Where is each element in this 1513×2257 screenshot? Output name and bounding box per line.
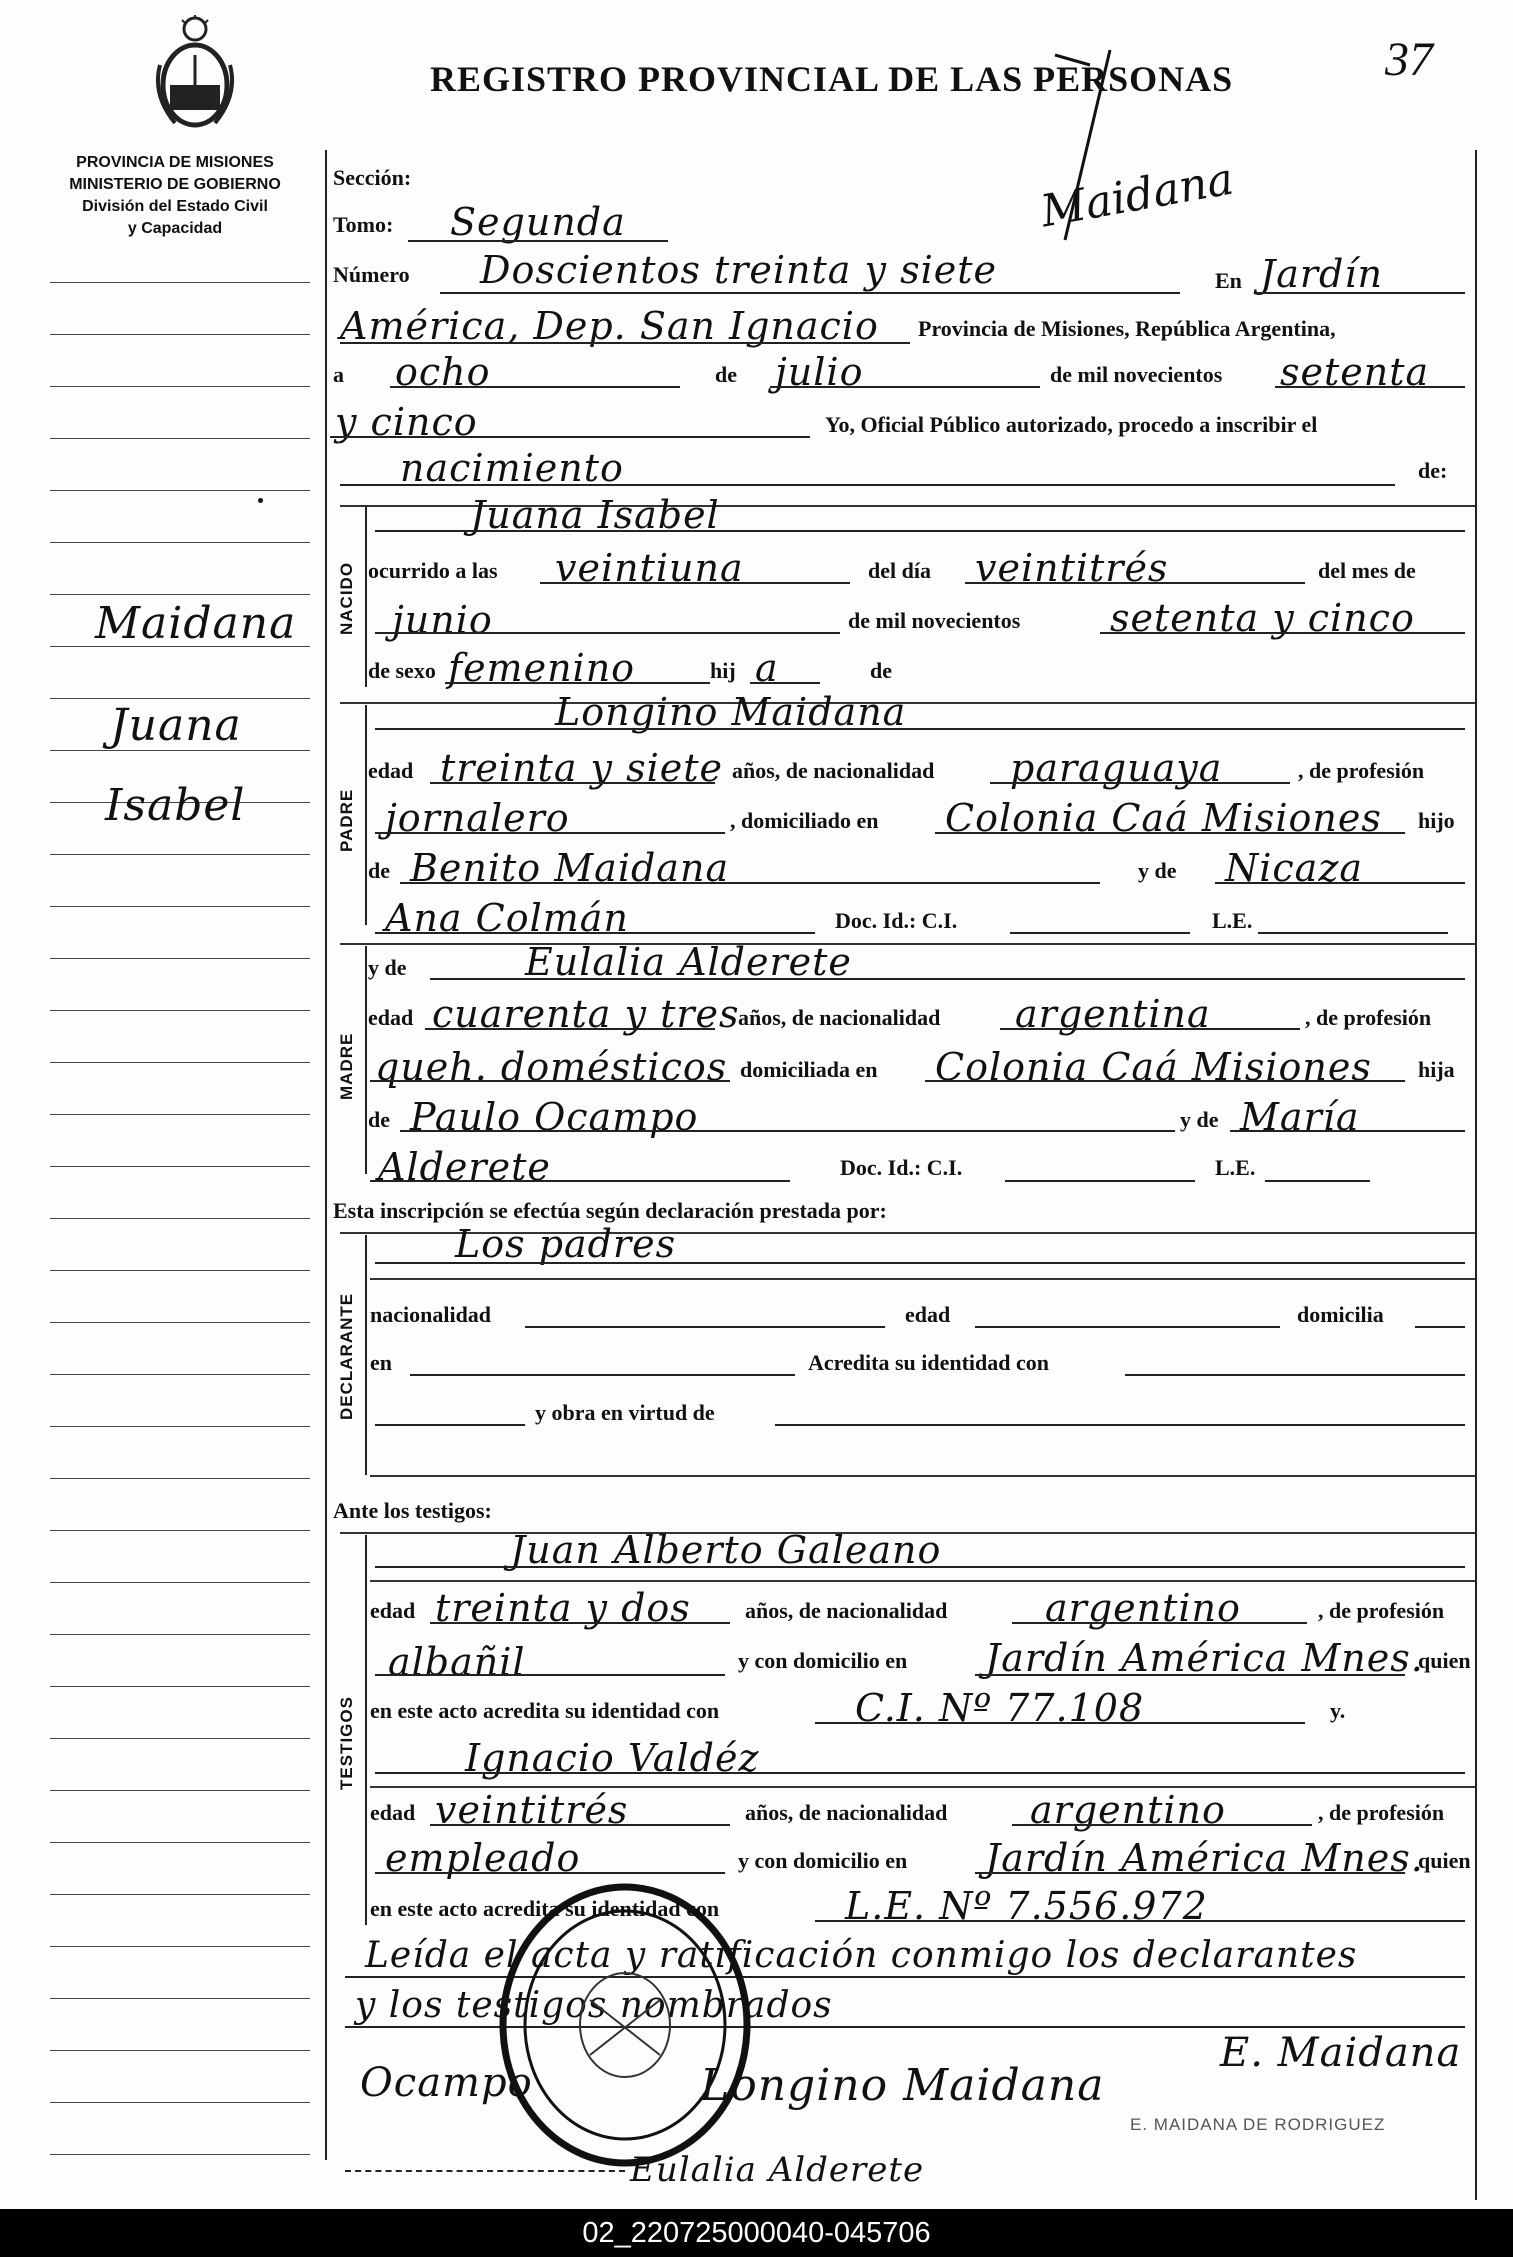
t2-edad-label: edad xyxy=(370,1800,416,1825)
padre-de-label: de xyxy=(368,858,390,883)
testigos-intro: Ante los testigos: xyxy=(333,1498,492,1523)
hij-suffix: a xyxy=(755,646,779,690)
provincia-text: Provincia de Misiones, República Argentina, xyxy=(918,316,1336,341)
stamp-text: E. MAIDANA DE RODRIGUEZ xyxy=(1130,2115,1386,2134)
nacido-nombre: Juana Isabel xyxy=(470,493,720,537)
form-right-border xyxy=(1475,150,1477,2200)
page-number: 37 xyxy=(1385,33,1433,86)
madre-madre-de-2: Alderete xyxy=(378,1145,551,1189)
t2-doc: L.E. Nº 7.556.972 xyxy=(845,1884,1208,1928)
issuer-ministry: MINISTERIO DE GOBIERNO xyxy=(69,176,281,193)
dot-mark xyxy=(258,498,263,503)
anio-1: setenta xyxy=(1280,350,1430,394)
madre-nombre: Eulalia Alderete xyxy=(525,940,852,984)
t1-profesion: albañil xyxy=(388,1640,526,1684)
t2-edad: veintitrés xyxy=(435,1788,629,1832)
testigos-section-label: TESTIGOS xyxy=(337,1696,356,1790)
t2-dom-label: y con domicilio en xyxy=(738,1848,908,1873)
sexo-value: femenino xyxy=(448,646,636,690)
t1-domicilio: Jardín América Mnes. xyxy=(985,1636,1424,1680)
mes-value: julio xyxy=(775,350,864,394)
en-label: En xyxy=(1215,268,1242,293)
padre-edad: treinta y siete xyxy=(440,746,724,790)
t2-quien-label: quien xyxy=(1418,1848,1471,1873)
mil-nac-label: de mil novecientos xyxy=(848,608,1021,633)
de-label-1: de xyxy=(715,362,737,387)
t2-domicilio: Jardín América Mnes. xyxy=(985,1836,1424,1880)
de-colon: de: xyxy=(1418,458,1448,483)
issuer-capacity: y Capacidad xyxy=(127,220,223,237)
declarante-intro: Esta inscripción se efectúa según declaración prestada por: xyxy=(333,1198,887,1223)
decl-acredita-label: Acredita su identidad con xyxy=(808,1350,1050,1375)
padre-edad-label: edad xyxy=(368,758,414,783)
madre-madre-de-1: María xyxy=(1240,1095,1360,1139)
issuer-division: División del Estado Civil xyxy=(82,198,268,215)
madre-edad-label: edad xyxy=(368,1005,414,1030)
sexo-label: de sexo xyxy=(368,658,436,683)
padre-madre-de-1: Nicaza xyxy=(1225,846,1364,890)
madre-dom-label: domiciliada en xyxy=(740,1057,878,1082)
lugar-2: América, Dep. San Ignacio xyxy=(340,304,879,348)
t1-edad: treinta y dos xyxy=(435,1586,691,1630)
t2-prof-label: , de profesión xyxy=(1318,1800,1445,1825)
madre-hija-label: hija xyxy=(1418,1057,1455,1082)
coat-of-arms-icon xyxy=(150,15,240,135)
padre-dom-label: , domiciliado en xyxy=(730,808,879,833)
t1-edad-label: edad xyxy=(370,1598,416,1623)
padre-y-de-label: y de xyxy=(1138,858,1177,883)
madre-y-de-label: y de xyxy=(1180,1107,1219,1132)
mil-label: de mil novecientos xyxy=(1050,362,1223,387)
madre-domicilio: Colonia Caá Misiones xyxy=(935,1045,1372,1089)
t1-nombre: Juan Alberto Galeano xyxy=(510,1528,942,1572)
padre-section-label: PADRE xyxy=(337,788,356,852)
margin-note-surname: Maidana xyxy=(95,598,297,649)
tomo-value: Segunda xyxy=(450,200,626,244)
margin-note-given-2: Isabel xyxy=(105,780,246,831)
closing-line-1: Leída el acta y ratificación conmigo los declarantes xyxy=(365,1935,1358,1976)
anio-2: y cinco xyxy=(335,400,478,444)
signature-3: E. Maidana xyxy=(1220,2030,1462,2076)
issuer-block xyxy=(40,152,310,240)
madre-nacionalidad: argentina xyxy=(1015,992,1211,1036)
t2-nombre: Ignacio Valdéz xyxy=(465,1736,760,1780)
del-dia-label: del día xyxy=(868,558,931,583)
numero-label: Número xyxy=(333,262,410,287)
padre-domicilio: Colonia Caá Misiones xyxy=(945,796,1382,840)
de-nac-label: de xyxy=(870,658,892,683)
signature-1: Ocampo xyxy=(360,2060,533,2106)
madre-padre-de: Paulo Ocampo xyxy=(410,1095,699,1139)
testigos-bracket xyxy=(365,1535,367,1925)
t2-nac-label: años, de nacionalidad xyxy=(745,1800,948,1825)
t2-acredita-label: en este acto acredita su identidad con xyxy=(370,1896,720,1921)
t1-quien-label: quien xyxy=(1418,1648,1471,1673)
hij-label: hij xyxy=(710,658,736,683)
madre-y-de-label: y de xyxy=(368,955,407,980)
madre-doc-label: Doc. Id.: C.I. xyxy=(840,1155,963,1180)
madre-profesion: queh. domésticos xyxy=(375,1045,728,1089)
decl-nac-label: nacionalidad xyxy=(370,1302,492,1327)
t1-doc: C.I. Nº 77.108 xyxy=(855,1686,1145,1730)
margin-note-given-1: Juana xyxy=(110,700,242,751)
signature-2: Longino Maidana xyxy=(700,2060,1105,2111)
declarante-section-label: DECLARANTE xyxy=(337,1292,356,1420)
padre-hijo-label: hijo xyxy=(1418,808,1455,833)
madre-le-label: L.E. xyxy=(1215,1155,1256,1180)
padre-nac-label: años, de nacionalidad xyxy=(732,758,935,783)
madre-de-label: de xyxy=(368,1107,390,1132)
padre-nombre: Longino Maidana xyxy=(555,690,907,734)
decl-en-label: en xyxy=(370,1350,392,1375)
padre-madre-de-2: Ana Colmán xyxy=(385,896,629,940)
t1-y-label: y. xyxy=(1330,1698,1346,1723)
declarante-bracket xyxy=(365,1235,367,1475)
madre-nac-label: años, de nacionalidad xyxy=(738,1005,941,1030)
mes-nac-value: junio xyxy=(392,598,493,642)
t1-acredita-label: en este acto acredita su identidad con xyxy=(370,1698,720,1723)
decl-dom-label: domicilia xyxy=(1297,1302,1384,1327)
issuer-province: PROVINCIA DE MISIONES xyxy=(76,154,274,171)
padre-nacionalidad: paraguaya xyxy=(1010,746,1223,790)
t2-profesion: empleado xyxy=(385,1836,581,1880)
madre-edad: cuarenta y tres xyxy=(432,992,740,1036)
header-signature: Maidana xyxy=(1037,153,1238,238)
padre-prof-label: , de profesión xyxy=(1298,758,1425,783)
padre-bracket xyxy=(365,705,367,925)
header-signature-stroke xyxy=(1050,45,1120,245)
t2-nacionalidad: argentino xyxy=(1030,1788,1226,1832)
ocurrido-label: ocurrido a las xyxy=(368,558,498,583)
numero-value: Doscientos treinta y siete xyxy=(480,248,997,292)
nacido-bracket xyxy=(365,507,367,687)
hora-value: veintiuna xyxy=(555,546,744,590)
oficial-text: Yo, Oficial Público autorizado, procedo a inscribir el xyxy=(825,412,1318,437)
padre-profesion: jornalero xyxy=(385,796,570,840)
t1-dom-label: y con domicilio en xyxy=(738,1648,908,1673)
nacido-section-label: NACIDO xyxy=(337,561,356,635)
closing-line-2: y los testigos nombrados xyxy=(355,1985,833,2026)
dia-nac-value: veintitrés xyxy=(975,546,1169,590)
declarante-nombre: Los padres xyxy=(455,1222,677,1266)
decl-edad-label: edad xyxy=(905,1302,951,1327)
scan-footer: 02_220725000040-045706 xyxy=(0,2209,1513,2257)
madre-prof-label: , de profesión xyxy=(1305,1005,1432,1030)
tomo-label: Tomo: xyxy=(333,212,394,237)
acto-value: nacimiento xyxy=(400,446,624,490)
t1-prof-label: , de profesión xyxy=(1318,1598,1445,1623)
padre-doc-label: Doc. Id.: C.I. xyxy=(835,908,958,933)
padre-le-label: L.E. xyxy=(1212,908,1253,933)
anio-nac-value: setenta y cinco xyxy=(1110,596,1415,640)
official-seal-icon xyxy=(495,1880,755,2170)
madre-bracket xyxy=(365,946,367,1174)
lugar-1: Jardín xyxy=(1260,252,1384,296)
form-left-border xyxy=(325,150,327,2160)
t1-nac-label: años, de nacionalidad xyxy=(745,1598,948,1623)
decl-obra-label: y obra en virtud de xyxy=(535,1400,715,1425)
a-label: a xyxy=(333,362,344,387)
t1-nacionalidad: argentino xyxy=(1045,1586,1241,1630)
madre-section-label: MADRE xyxy=(337,1032,356,1100)
signature-4: Eulalia Alderete xyxy=(630,2150,925,2190)
seccion-label: Sección: xyxy=(333,165,412,190)
padre-padre-de: Benito Maidana xyxy=(410,846,730,890)
del-mes-label: del mes de xyxy=(1318,558,1416,583)
page-title: REGISTRO PROVINCIAL DE LAS PERSONAS xyxy=(430,59,1234,99)
dia-value: ocho xyxy=(395,350,491,394)
